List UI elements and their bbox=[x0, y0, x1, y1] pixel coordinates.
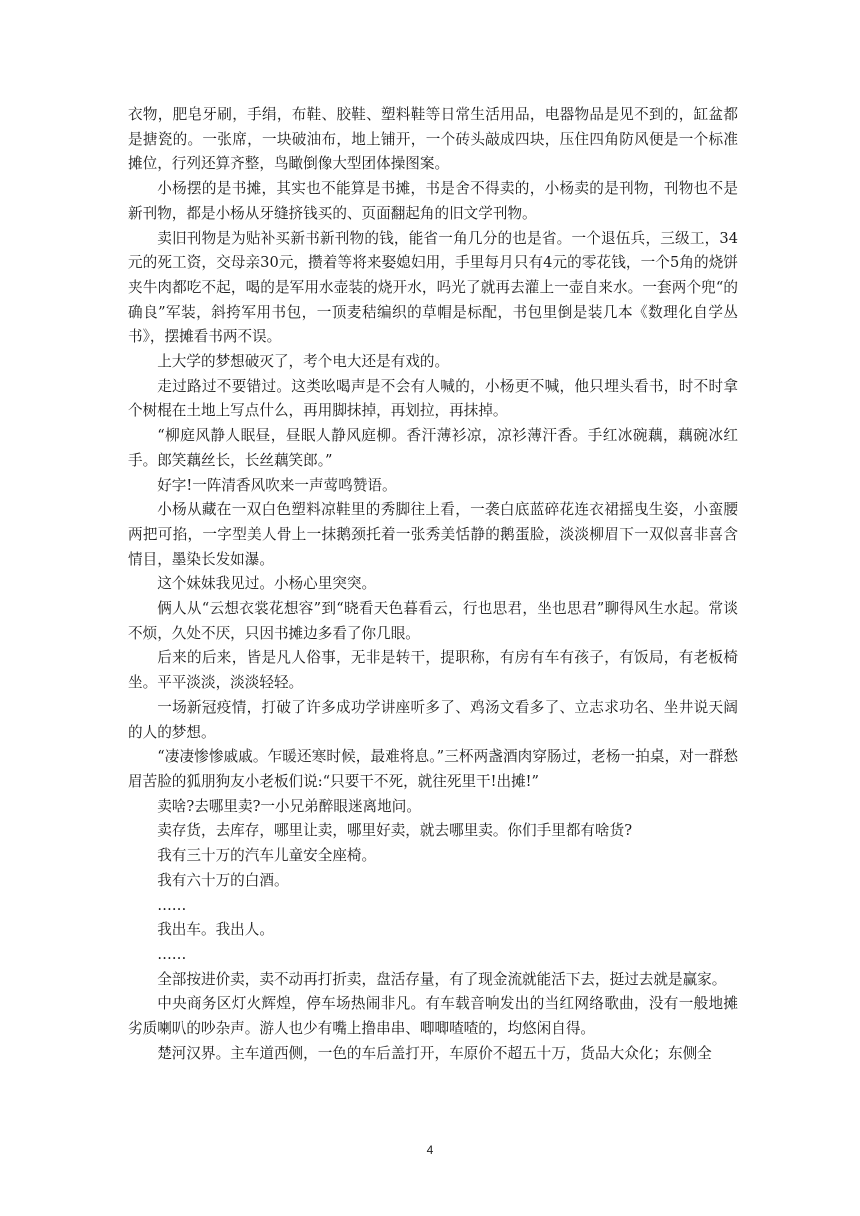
paragraph: …… bbox=[157, 945, 187, 963]
paragraph: 我有六十万的白酒。 bbox=[157, 871, 289, 889]
body-text bbox=[128, 103, 738, 1066]
paragraph: 走过路过不要错过。这类吆喝声是不会有人喊的，小杨更不喊，他只埋头看书，时不时拿个树棍在土地上写点什么，再用脚抹掉，再划拉，再抹掉。 bbox=[128, 377, 738, 420]
paragraph: 卖啥?去哪里卖?一小兄弟醉眼迷离地问。 bbox=[157, 797, 421, 815]
paragraph: 全部按进价卖，卖不动再打折卖，盘活存量，有了现金流就能活下去，挺过去就是赢家。 bbox=[157, 970, 727, 988]
paragraph: 好字!一阵清香风吹来一声莺鸣赞语。 bbox=[157, 476, 397, 494]
paragraph: 我出车。我出人。 bbox=[157, 921, 274, 939]
paragraph: 中央商务区灯火辉煌，停车场热闹非凡。有车载音响发出的当红网络歌曲，没有一般地摊劣质喇叭的吵杂声。游人也少有嘴上撸串串、唧唧喳喳的，均悠闲自得。 bbox=[128, 995, 738, 1038]
paragraph: 俩人从“云想衣裳花想容”到“晓看天色暮看云，行也思君，坐也思君”聊得风生水起。常谈不烦，久处不厌，只因书摊边多看了你几眼。 bbox=[128, 600, 738, 642]
paragraph: “凄凄惨惨戚戚。乍暖还寒时候，最难将息。”三杯两盏酒肉穿肠过，老杨一拍桌，对一群愁眉苦脸的狐朋狗友小老板们说:“只要干不死，就往死里干!出摊!” bbox=[128, 748, 738, 790]
paragraph: 卖存货，去库存，哪里让卖，哪里好卖，就去哪里卖。你们手里都有啥货? bbox=[157, 822, 633, 840]
paragraph: “柳庭风静人眠昼，昼眠人静风庭柳。香汗薄衫凉，凉衫薄汗香。手红冰碗藕，藕碗冰红手。郎笑藕丝长，长丝藕笑郎。” bbox=[128, 427, 738, 469]
page-number: 4 bbox=[426, 1143, 434, 1157]
paragraph: 一场新冠疫情，打破了许多成功学讲座听多了、鸡汤文看多了、立志求功名、坐井说天阔的人的梦想。 bbox=[128, 698, 738, 741]
paragraph: 这个妹妹我见过。小杨心里突突。 bbox=[157, 575, 377, 593]
paragraph: 卖旧刊物是为贴补买新书新刊物的钱，能省一角几分的也是省。一个退伍兵，三级工，34元的死工资，交母亲30元，攒着等将来娶媳妇用，手里每月只有4元的零花钱，一个5角的烧饼夹牛肉都吃不起，喝的是军用水壶装的烧开水，吗光了就再去灌上一壶自来水。一套两个兜“的确良”军装，斜挎军用书包，一顶麦秸编织的草帽是标配，书包里倒是装几本《数理化自学丛书》，摆摊看书两不误。 bbox=[128, 229, 738, 346]
paragraph: 上大学的梦想破灭了，考个电大还是有戏的。 bbox=[157, 353, 450, 371]
paragraph: 衣物，肥皂牙刷，手绢，布鞋、胶鞋、塑料鞋等日常生活用品，电器物品是见不到的，缸盆都是搪瓷的。一张席，一块破油布，地上铺开，一个砖头敲成四块，压住四角防风便是一个标准摊位，行列还算齐整，鸟瞰倒像大型团体操图案。 bbox=[128, 106, 738, 173]
paragraph: …… bbox=[157, 896, 187, 914]
paragraph: 楚河汉界。主车道西侧，一色的车后盖打开，车原价不超五十万，货品大众化；东侧全 bbox=[157, 1044, 712, 1062]
paragraph: 小杨从藏在一双白色塑料凉鞋里的秀脚往上看，一袭白底蓝碎花连衣裙摇曳生姿，小蛮腰两把可掐，一字型美人骨上一抹鹅颈托着一张秀美恬静的鹅蛋脸，淡淡柳眉下一双似喜非喜含情目，墨染长发如瀑。 bbox=[128, 501, 738, 568]
paragraph: 小杨摆的是书摊，其实也不能算是书摊，书是舍不得卖的，小杨卖的是刊物，刊物也不是新刊物，都是小杨从牙缝挤钱买的、页面翻起角的旧文学刊物。 bbox=[128, 180, 738, 222]
paragraph: 后来的后来，皆是凡人俗事，无非是转干，提职称，有房有车有孩子，有饭局，有老板椅坐。平平淡淡，淡淡轻轻。 bbox=[128, 649, 738, 692]
paragraph: 我有三十万的汽车儿童安全座椅。 bbox=[157, 847, 377, 865]
